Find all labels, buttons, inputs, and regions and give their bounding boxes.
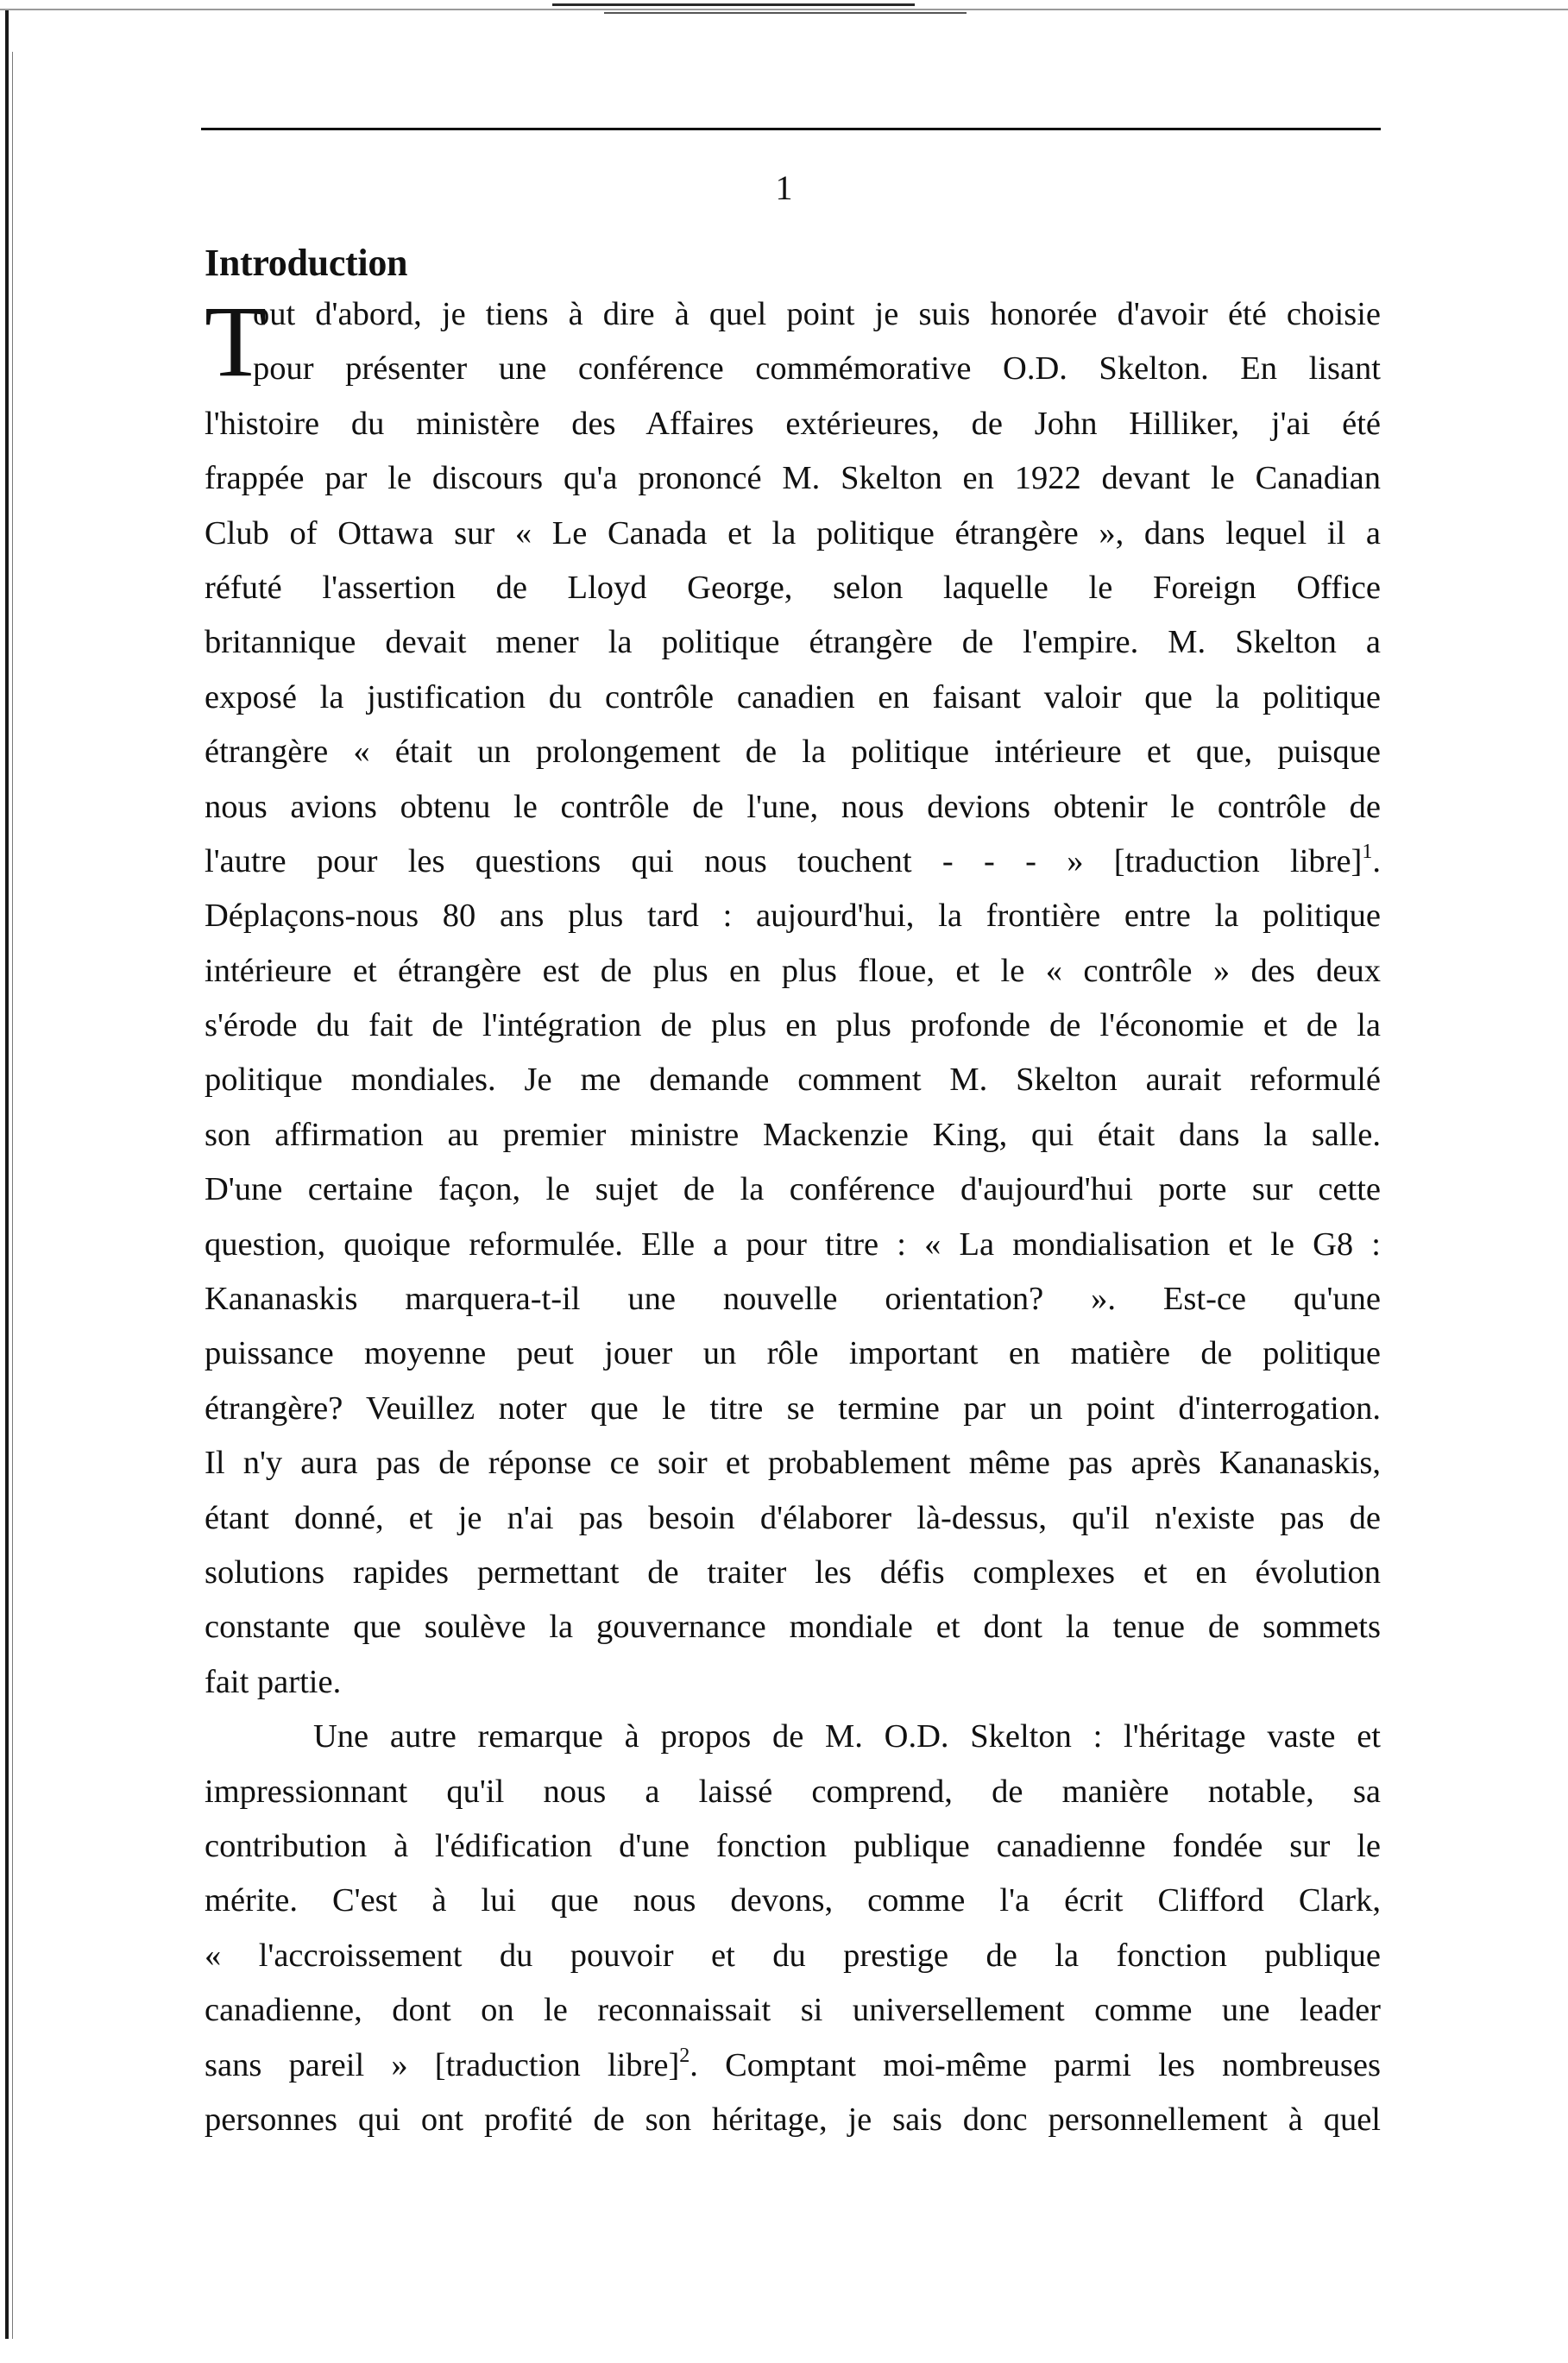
paragraph1-line	[205, 1382, 1381, 1436]
line-text: Club of Ottawa sur « Le Canada et la politique étrangère », dans lequel il a	[205, 514, 1381, 551]
paragraph1-line	[205, 1655, 1381, 1710]
paragraph2-line	[205, 1929, 1381, 1983]
line-text: solutions rapides permettant de traiter les défis complexes et en évolution	[205, 1553, 1381, 1591]
line-text: s'érode du fait de l'intégration de plus en plus profonde de l'économie et de la	[205, 1007, 1381, 1044]
scan-edge-left	[5, 9, 9, 2339]
scan-edge-top	[0, 9, 1568, 10]
paragraph2-line	[205, 1710, 1381, 1764]
paragraph1-line	[205, 397, 1381, 451]
paragraph1-line	[205, 1436, 1381, 1490]
paragraph1-line	[205, 1163, 1381, 1217]
paragraph2-line	[205, 1983, 1381, 2038]
line-text: contribution à l'édification d'une fonction publique canadienne fondée sur le	[205, 1827, 1381, 1864]
line-text: personnes qui ont profité de son héritage, je sais donc personnellement à quel	[205, 2101, 1381, 2138]
paragraph1-line	[205, 1053, 1381, 1107]
line-text: l'histoire du ministère des Affaires extérieures, de John Hilliker, j'ai été	[205, 405, 1381, 442]
paragraph1-line	[205, 1218, 1381, 1272]
line-text: intérieure et étrangère est de plus en plus floue, et le « contrôle » des deux	[205, 952, 1381, 989]
paragraph1-line	[205, 780, 1381, 835]
section-heading: Introduction	[205, 242, 408, 284]
paragraph1-line	[205, 999, 1381, 1053]
line-text-end: .	[1372, 842, 1381, 879]
paragraph1-line	[205, 342, 1381, 396]
line-text: question, quoique reformulée. Elle a pour titre : « La mondialisation et le G8 :	[205, 1226, 1381, 1263]
line-text: étant donné, et je n'ai pas besoin d'élaborer là-dessus, qu'il n'existe pas de	[205, 1499, 1381, 1536]
paragraph1-line	[205, 451, 1381, 506]
paragraph1-line	[205, 835, 1381, 889]
line-text: politique mondiales. Je me demande comment M. Skelton aurait reformulé	[205, 1062, 1381, 1099]
paragraph2-line	[205, 1819, 1381, 1874]
paragraph1-line	[205, 615, 1381, 670]
line-text: out d'abord, je tiens à dire à quel point je suis honorée d'avoir été choisie	[253, 296, 1381, 332]
line-text: britannique devait mener la politique étrangère de l'empire. M. Skelton a	[205, 624, 1381, 661]
paragraph2-line	[205, 1765, 1381, 1819]
line-text: sans pareil » [traduction libre]	[205, 2046, 680, 2083]
paragraph2-line	[205, 2093, 1381, 2147]
page-number: 1	[775, 168, 793, 207]
line-text: puissance moyenne peut jouer un rôle important en matière de politique	[205, 1335, 1381, 1372]
paragraph1-line	[205, 507, 1381, 561]
scan-edge-left-inner	[12, 52, 13, 2339]
line-text: frappée par le discours qu'a prononcé M. Skelton en 1922 devant le Canadian	[205, 460, 1381, 497]
paragraph1-line	[205, 1108, 1381, 1163]
line-text: son affirmation au premier ministre Mackenzie King, qui était dans la salle.	[205, 1116, 1381, 1153]
paragraph1-line	[205, 671, 1381, 725]
line-text: canadienne, dont on le reconnaissait si universellement comme une leader	[205, 1992, 1381, 2029]
line-text: Kananaskis marquera-t-il une nouvelle orientation? ». Est-ce qu'une	[205, 1281, 1381, 1318]
scan-mark-top	[552, 3, 915, 6]
paragraph2-line	[205, 2038, 1381, 2093]
paragraph2-line	[205, 1874, 1381, 1928]
line-text: « l'accroissement du pouvoir et du prestige de la fonction publique	[205, 1937, 1381, 1974]
paragraph1-line	[205, 1326, 1381, 1381]
line-text: étrangère « était un prolongement de la politique intérieure et que, puisque	[205, 734, 1381, 771]
line-text: réfuté l'assertion de Lloyd George, selon laquelle le Foreign Office	[205, 569, 1381, 606]
line-text-end: . Comptant moi-même parmi les nombreuses	[690, 2046, 1381, 2083]
line-text: Déplaçons-nous 80 ans plus tard : aujourd'hui, la frontière entre la politique	[205, 898, 1381, 935]
footnote-marker: 1	[1362, 840, 1373, 863]
line-text: impressionnant qu'il nous a laissé comprend, de manière notable, sa	[205, 1773, 1381, 1810]
paragraph1-line	[205, 1600, 1381, 1654]
paragraph1-line	[205, 725, 1381, 779]
line-text: Une autre remarque à propos de M. O.D. Skelton : l'héritage vaste et	[313, 1718, 1381, 1755]
line-text: mérite. C'est à lui que nous devons, comme l'a écrit Clifford Clark,	[205, 1882, 1381, 1919]
header-rule	[201, 128, 1381, 130]
drop-cap: T	[205, 285, 268, 398]
paragraph1-line	[205, 561, 1381, 615]
line-text: Il n'y aura pas de réponse ce soir et probablement même pas après Kananaskis,	[205, 1445, 1381, 1482]
paragraph1-line	[205, 889, 1381, 943]
body-text	[205, 287, 1381, 2147]
line-text: nous avions obtenu le contrôle de l'une, nous devions obtenir le contrôle de	[205, 788, 1381, 825]
line-text: pour présenter une conférence commémorative O.D. Skelton. En lisant	[253, 350, 1381, 388]
paragraph1-line	[205, 944, 1381, 999]
line-text: exposé la justification du contrôle canadien en faisant valoir que la politique	[205, 678, 1381, 715]
paragraph1-line	[205, 1491, 1381, 1546]
scan-mark-top-2	[604, 12, 967, 14]
footnote-marker: 2	[679, 2044, 690, 2067]
line-text: étrangère? Veuillez noter que le titre se termine par un point d'interrogation.	[205, 1389, 1381, 1427]
paragraph1-line	[205, 1546, 1381, 1600]
line-text: constante que soulève la gouvernance mondiale et dont la tenue de sommets	[205, 1609, 1381, 1646]
line-text: l'autre pour les questions qui nous touchent - - - » [traduction libre]	[205, 842, 1363, 879]
line-text: D'une certaine façon, le sujet de la conférence d'aujourd'hui porte sur cette	[205, 1171, 1381, 1208]
paragraph1-line	[205, 1272, 1381, 1326]
line-text: fait partie.	[205, 1663, 342, 1700]
